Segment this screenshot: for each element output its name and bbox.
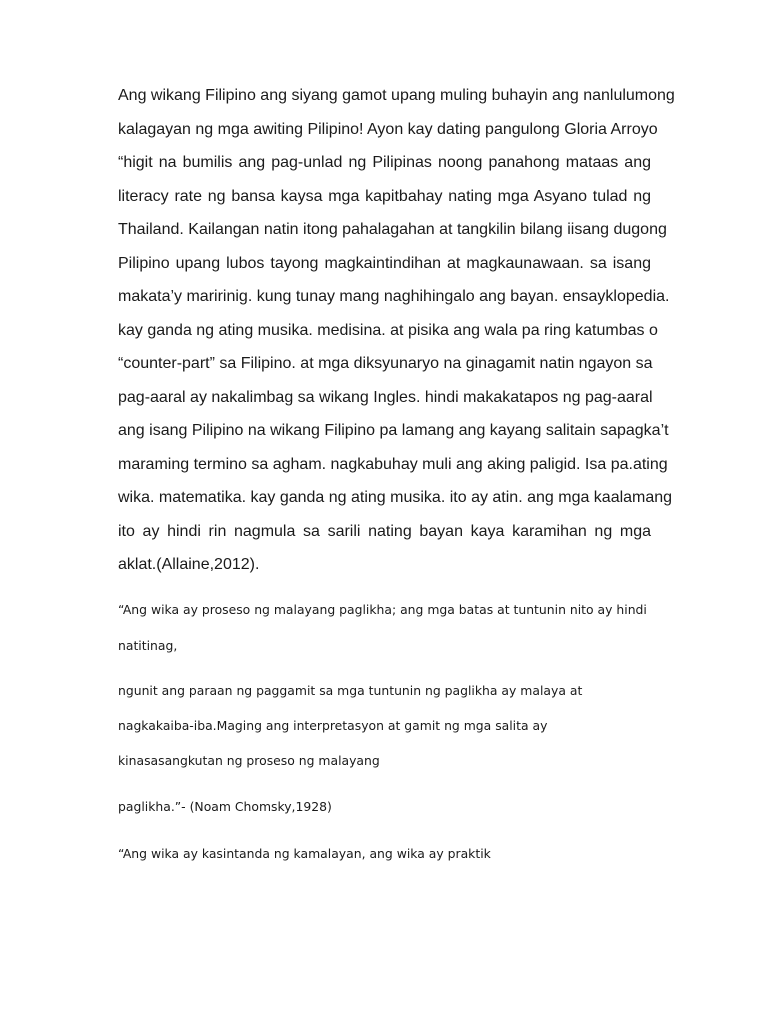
paragraph-line: ang isang Pilipino na wikang Filipino pa lamang ang kayang salitain sapagka’t — [118, 422, 669, 439]
paragraph-line: “counter-part” sa Filipino. at mga diksyunaryo na ginagamit natin ngayon sa — [118, 355, 653, 372]
quote-line: nagkakaiba-iba.Maging ang interpretasyon at gamit ng mga salita ay — [118, 718, 548, 733]
quote-line: ngunit ang paraan ng paggamit sa mga tuntunin ng paglikha ay malaya at — [118, 683, 583, 698]
paragraph-line: maraming termino sa agham. nagkabuhay muli ang aking paligid. Isa pa.ating — [118, 456, 668, 473]
paragraph-line: “higit na bumilis ang pag-unlad ng Pilipinas noong panahong mataas ang — [118, 154, 651, 171]
quote-attribution: paglikha.”- (Noam Chomsky,1928) — [118, 799, 332, 814]
paragraph-line: makata’y maririnig. kung tunay mang naghihingalo ang bayan. ensayklopedia. — [118, 288, 670, 305]
paragraph-line: Thailand. Kailangan natin itong pahalagahan at tangkilin bilang iisang dugong — [118, 221, 667, 238]
paragraph-line: wika. matematika. kay ganda ng ating musika. ito ay atin. ang mga kaalamang — [118, 489, 673, 506]
paragraph-line: literacy rate ng bansa kaysa mga kapitbahay nating mga Asyano tulad ng — [118, 188, 651, 205]
quote-line: “Ang wika ay proseso ng malayang paglikha; ang mga batas at tuntunin nito ay hindi — [118, 602, 647, 617]
paragraph-line: Ang wikang Filipino ang siyang gamot upang muling buhayin ang nanlulumong — [118, 87, 675, 104]
quote-line: natitinag, — [118, 638, 178, 653]
paragraph-line-citation: aklat.(Allaine,2012). — [118, 556, 260, 573]
quote-line: “Ang wika ay kasintanda ng kamalayan, ang wika ay praktik — [118, 846, 491, 861]
paragraph-line: pag-aaral ay nakalimbag sa wikang Ingles. hindi makakatapos ng pag-aaral — [118, 389, 653, 406]
paragraph-line: kalagayan ng mga awiting Pilipino! Ayon kay dating pangulong Gloria Arroyo — [118, 121, 658, 138]
paragraph-line: Pilipino upang lubos tayong magkaintindihan at magkaunawaan. sa isang — [118, 255, 651, 272]
quote-line: kinasasangkutan ng proseso ng malayang — [118, 753, 380, 768]
paragraph-line: kay ganda ng ating musika. medisina. at pisika ang wala pa ring katumbas o — [118, 322, 658, 339]
paragraph-line: ito ay hindi rin nagmula sa sarili nating bayan kaya karamihan ng mga — [118, 523, 651, 540]
